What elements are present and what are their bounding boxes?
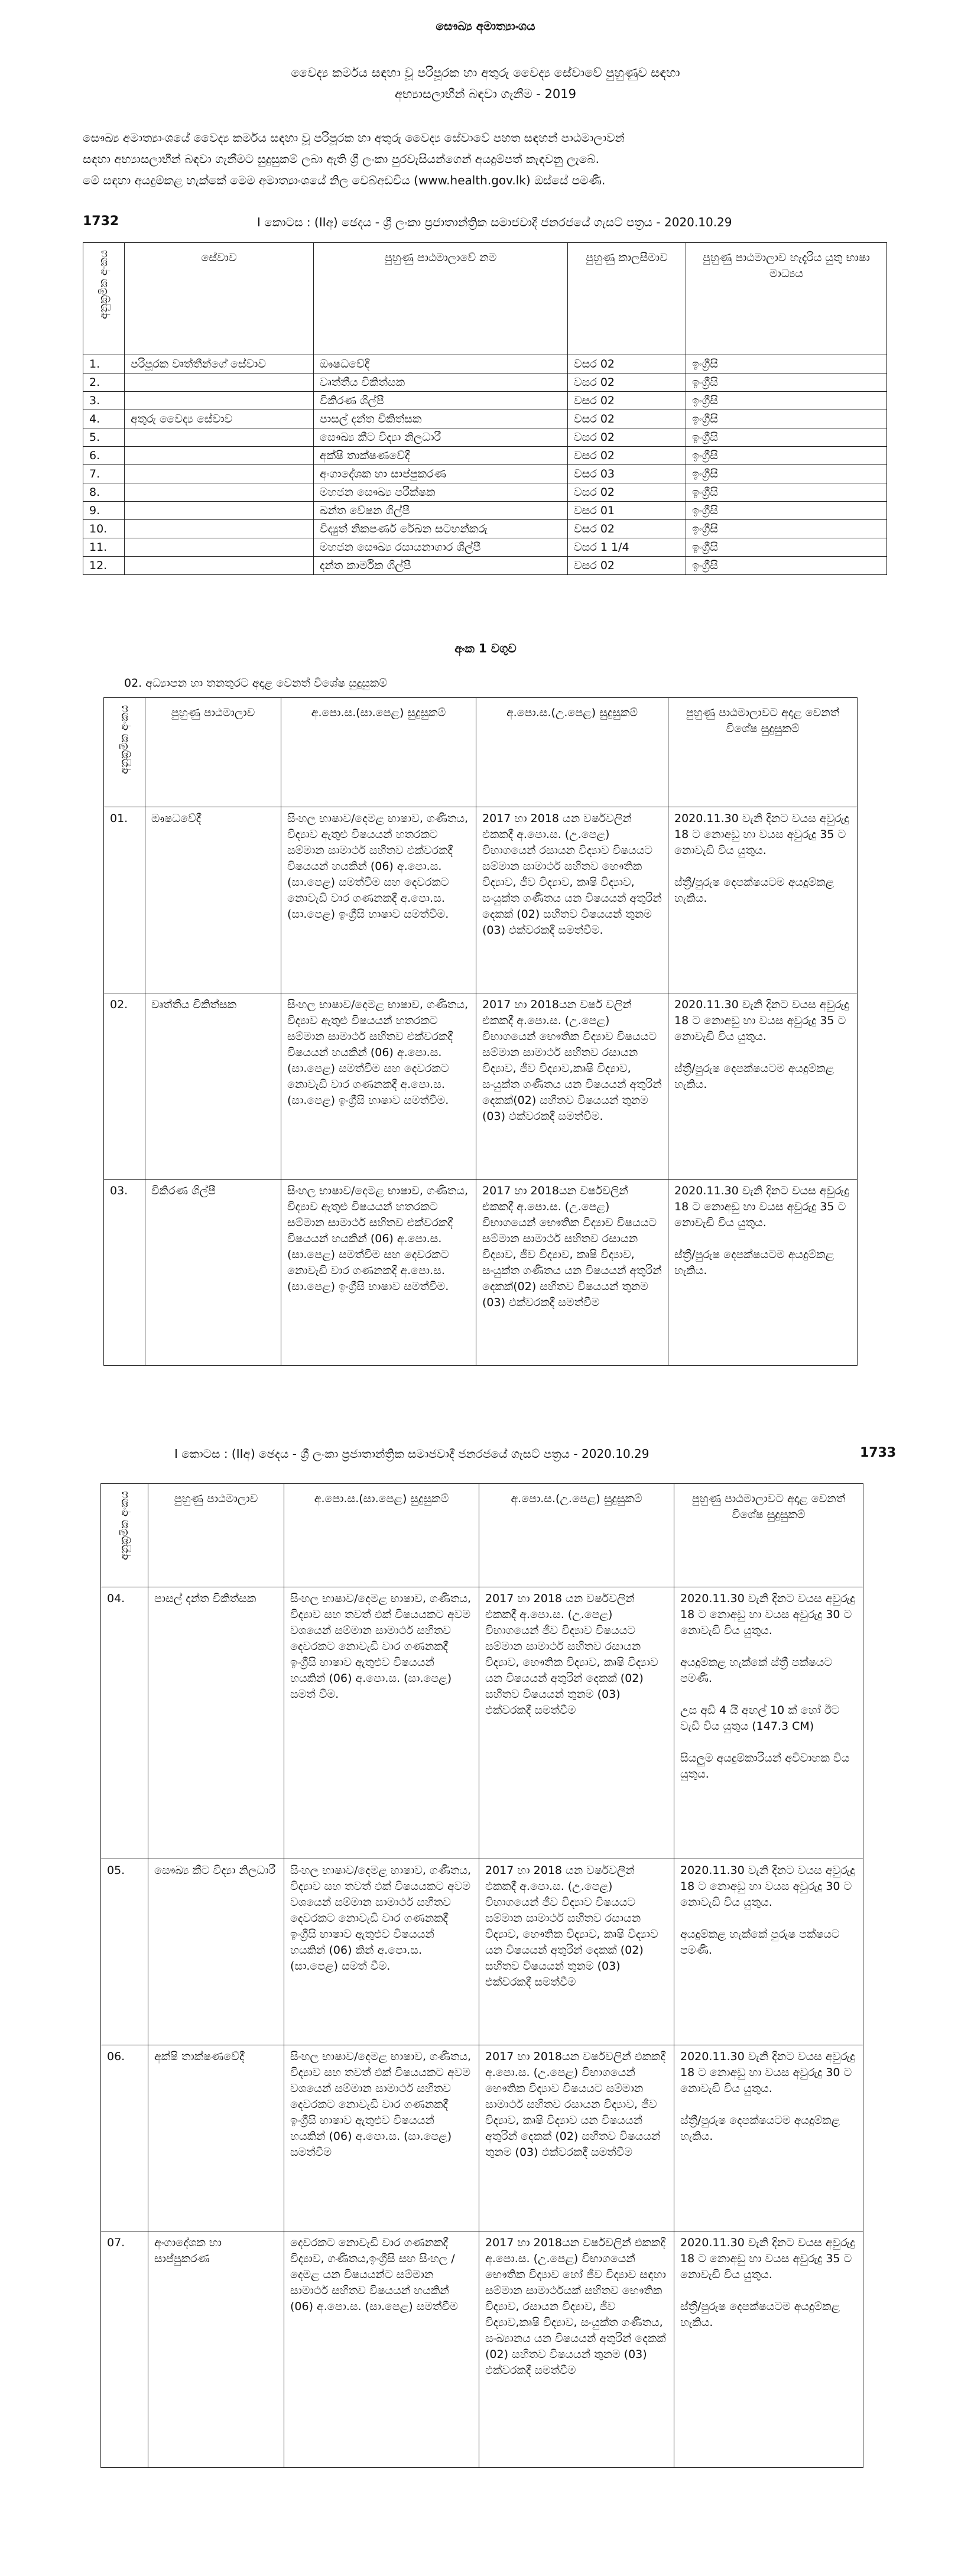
ol-qualification: සිංහල භාෂාව/දෙමළ භාෂාව, ගණිතය, විද්‍යාව ඇතුළු විෂයයන් හතරකට සම්මාන සාමාර්ථ සහිතව එක්වරකදී විෂයයන් හයකින් (06) අ.පො.ස. (සා.පෙළ) සමත්වීම සහ දෙවරකට නොවැඩි වාර ගණනකදී අ.පො.ස. (සා.පෙළ) ඉංග්‍රීසි භාෂාව සමත්වීම. xyxy=(281,1180,476,1366)
notice-title-line-1: වෛද්‍ය කර්මය සඳහා වූ පරිපූරක හා අතුරු වෛද්‍ය සේවාවේ පුහුණුව සඳහා xyxy=(291,66,680,80)
course-duration: වසර 1 1/4 xyxy=(568,538,686,557)
serial-no: 3. xyxy=(83,392,125,410)
notice-title xyxy=(177,62,794,105)
course-medium: ඉංග්‍රීසි xyxy=(686,373,887,392)
serial-no: 8. xyxy=(83,483,125,502)
course-duration: වසර 02 xyxy=(568,557,686,575)
table-row xyxy=(101,1859,863,2045)
course-name: අංගාදේශක හා සාප්පුකරණ xyxy=(314,465,568,483)
serial-no: 03. xyxy=(104,1180,145,1366)
serial-no: 2. xyxy=(83,373,125,392)
table-row xyxy=(83,557,887,575)
table-row xyxy=(83,373,887,392)
table-row xyxy=(83,410,887,428)
table-row xyxy=(83,465,887,483)
courses-table-header xyxy=(83,243,887,355)
service-name xyxy=(125,447,314,465)
other-qualification: 2020.11.30 වැනි දිනට වයස අවුරුදු 18 ට නොඅඩු හා වයස අවුරුදු 30 ට නොවැඩි විය යුතුය. ස්ත්‍රී/පුරුෂ දෙපක්ෂයටම අයදුම්කළ හැකිය. xyxy=(674,2045,863,2231)
course-medium: ඉංග්‍රීසි xyxy=(686,502,887,520)
table-row xyxy=(101,1587,863,1859)
table-row xyxy=(83,483,887,502)
notice-body-line-3: මේ සඳහා අයදුම්කළ හැක්කේ මෙම අමාත්‍යාංශයේ නිල වෙබ්අඩවිය (www.health.gov.lk) ඔස්සේ පමණි. xyxy=(83,173,606,187)
serial-no: 01. xyxy=(104,807,145,993)
ministry-name: සෞඛ්‍ය අමාත්‍යාංශය xyxy=(436,19,535,33)
al-qualification: 2017 හා 2018යන වර්ෂවලින් එකකදී අ.පො.ස. (උ.පෙළ) විභාගයෙන් භෞතික විද්‍යාව විෂයයට සම්මාන සාමාර්ථ සහිතව රසායන විද්‍යාව, ජීව විද්‍යාව, කෘෂි විද්‍යාව, සංයුක්ත ගණිතය යන විෂයයන් අතුරින් දෙකක්(02) සහිතව විෂයයන් තුනම (03) එක්වරකදී සමත්වීම xyxy=(476,1180,668,1366)
table-row xyxy=(83,520,887,538)
serial-no: 5. xyxy=(83,428,125,447)
table-row xyxy=(104,807,858,993)
serial-no: 05. xyxy=(101,1859,148,2045)
service-name xyxy=(125,392,314,410)
header-medium: පුහුණු පාඨමාලාව හැදෑරිය යුතු භාෂා මාධ්‍යය xyxy=(686,243,887,355)
course-name: මහජන සෞඛ්‍ය රසායනාගාර ශිල්පී xyxy=(314,538,568,557)
service-name xyxy=(125,557,314,575)
service-name xyxy=(125,538,314,557)
header-course: පුහුණු පාඨමාලාව xyxy=(148,1484,284,1587)
other-qualification: 2020.11.30 වැනි දිනට වයස අවුරුදු 18 ට නොඅඩු හා වයස අවුරුදු 35 ට නොවැඩි විය යුතුය. ස්ත්‍රී/පුරුෂ දෙපක්ෂයටම අයදුම්කළ හැකිය. xyxy=(668,1180,858,1366)
header-duration: පුහුණු කාලසීමාව xyxy=(568,243,686,355)
course-name: අංගාදේශක හා සාප්පුකරණ xyxy=(148,2231,284,2468)
course-name: වෘත්තීය චිකිත්සක xyxy=(314,373,568,392)
course-duration: වසර 02 xyxy=(568,483,686,502)
course-medium: ඉංග්‍රීසි xyxy=(686,355,887,373)
al-qualification: 2017 හා 2018යන වර්ෂවලින් එකකදී අ.පො.ස. (උ.පෙළ) විභාගයෙන් භෞතික විද්‍යාව හෝ ජීව විද්‍යාව සඳහා සම්මාන සාමාර්ථයක් සහිතව භෞතික විද්‍යාව, රසායන විද්‍යාව, ජීව විද්‍යාව,කෘෂි විද්‍යාව, සංයුක්ත ගණිතය, සංඛ්‍යානය යන විෂයයන් අතුරින් දෙකක් (02) සහිතව විෂයයන් තුනම (03) එක්වරකදී සමත්වීම xyxy=(479,2231,674,2468)
course-duration: වසර 02 xyxy=(568,392,686,410)
course-medium: ඉංග්‍රීසි xyxy=(686,410,887,428)
service-name xyxy=(125,428,314,447)
course-medium: ඉංග්‍රීසි xyxy=(686,447,887,465)
page-number: 1732 xyxy=(83,214,119,229)
page-number: 1733 xyxy=(860,1445,897,1460)
course-medium: ඉංග්‍රීසි xyxy=(686,520,887,538)
course-duration: වසර 02 xyxy=(568,428,686,447)
course-medium: ඉංග්‍රීසි xyxy=(686,428,887,447)
table-caption: අංක 1 වගුව xyxy=(454,641,517,655)
page-header-1732 xyxy=(80,210,901,234)
table-row xyxy=(101,2045,863,2231)
course-name: වෘත්තීය චිකිත්සක xyxy=(145,993,281,1180)
service-name xyxy=(125,502,314,520)
serial-no: 07. xyxy=(101,2231,148,2468)
serial-no: 6. xyxy=(83,447,125,465)
course-medium: ඉංග්‍රීසි xyxy=(686,557,887,575)
course-name: ඖෂධවේදී xyxy=(145,807,281,993)
header-course-name: පුහුණු පාඨමාලාවේ නම xyxy=(314,243,568,355)
course-name: පාසල් දන්ත චිකිත්සක xyxy=(148,1587,284,1859)
course-name: මහජන සෞඛ්‍ය පරීක්ෂක xyxy=(314,483,568,502)
course-duration: වසර 02 xyxy=(568,373,686,392)
serial-no: 06. xyxy=(101,2045,148,2231)
notice-body xyxy=(83,127,892,191)
course-duration: වසර 02 xyxy=(568,410,686,428)
service-name xyxy=(125,520,314,538)
table-row xyxy=(83,502,887,520)
gazette-header: I කොටස : (IIඅ) ඡෙදය - ශ්‍රී ලංකා ප්‍රජාතාන්ත්‍රික සමාජවාදී ජනරජයේ ගැසට් පත්‍රය - 2020.10.29 xyxy=(174,1447,650,1461)
serial-no: 11. xyxy=(83,538,125,557)
header-al-qualification: අ.පො.ස.(උ.පෙළ) සුදුසුකම් xyxy=(476,698,668,807)
course-name: ඖෂධවේදී xyxy=(314,355,568,373)
ol-qualification: සිංහල භාෂාව/දෙමළ භාෂාව, ගණිතය, විද්‍යාව සහ තවත් එක් විෂයයකට අවම වශයෙන් සම්මාන සාමාර්ථ සහිතව දෙවරකට නොවැඩි වාර ගණනකදී ඉංග්‍රීසි භාෂාව ඇතුළුව විෂයයන් හයකින් (06) අ.පො.ස. (සා.පෙළ) සමත්වීම xyxy=(284,2045,479,2231)
table-row xyxy=(104,1180,858,1366)
header-serial-no: අනුක්‍රමික අංකය xyxy=(101,1484,148,1587)
course-duration: වසර 02 xyxy=(568,520,686,538)
course-duration: වසර 02 xyxy=(568,447,686,465)
serial-no: 04. xyxy=(101,1587,148,1859)
section-heading: 02. අධ්‍යාපන හා තනතුරට අදාළ වෙනත් විශේෂ සුදුසුකම් xyxy=(124,677,387,690)
serial-no: 10. xyxy=(83,520,125,538)
service-name: අතුරු වෛද්‍ය සේවාව xyxy=(125,410,314,428)
header-al-qualification: අ.පො.ස.(උ.පෙළ) සුදුසුකම් xyxy=(479,1484,674,1587)
course-name: අක්ෂි තාක්ෂණවේදී xyxy=(314,447,568,465)
gazette-header: I කොටස : (IIඅ) ඡෙදය - ශ්‍රී ලංකා ප්‍රජාතාන්ත්‍රික සමාජවාදී ජනරජයේ ගැසට් පත්‍රය - 2020.10.29 xyxy=(257,215,732,229)
header-serial-no: අනුක්‍රමික අංකය xyxy=(104,698,145,807)
page-header-1733 xyxy=(80,1442,901,1466)
other-qualification: 2020.11.30 වැනි දිනට වයස අවුරුදු 18 ට නොඅඩු හා වයස අවුරුදු 35 ට නොවැඩි විය යුතුය. ස්ත්‍රී/පුරුෂ දෙපක්ෂයටම අයදුම්කළ හැකිය. xyxy=(668,993,858,1180)
course-medium: ඉංග්‍රීසි xyxy=(686,538,887,557)
notice-body-line-2: සඳහා අභ්‍යාසලාභීන් බඳවා ගැනීමට සුදුසුකම් ලබා ඇති ශ්‍රී ලංකා පුරවැසියන්ගෙන් අයදුම්පත් කැඳවනු ලැබේ. xyxy=(83,152,600,166)
course-medium: ඉංග්‍රීසි xyxy=(686,465,887,483)
serial-no: 12. xyxy=(83,557,125,575)
service-name xyxy=(125,373,314,392)
service-name xyxy=(125,483,314,502)
qualifications-table-2-header xyxy=(101,1484,863,1587)
course-medium: ඉංග්‍රීසි xyxy=(686,392,887,410)
course-duration: වසර 02 xyxy=(568,355,686,373)
course-duration: වසර 03 xyxy=(568,465,686,483)
other-qualification: 2020.11.30 වැනි දිනට වයස අවුරුදු 18 ට නොඅඩු හා වයස අවුරුදු 30 ට නොවැඩි විය යුතුය. අයදුම්කළ හැක්කේ ස්ත්‍රී පක්ෂයට පමණි. උස අඩි 4 යි අඟල් 10 ක් හෝ ඊට වැඩි විය යුතුය (147.3 CM) සියලුම අයදුම්කාරියන් අවිවාහක විය යුතුය. xyxy=(674,1587,863,1859)
course-name: සෞඛ්‍ය කීට විද්‍යා නිලධාරී xyxy=(314,428,568,447)
table-row xyxy=(83,428,887,447)
table-row xyxy=(83,392,887,410)
service-name xyxy=(125,465,314,483)
ol-qualification: සිංහල භාෂාව/දෙමළ භාෂාව, ගණිතය, විද්‍යාව ඇතුළු විෂයයන් හතරකට සම්මාන සාමාර්ථ සහිතව එක්වරකදී විෂයයන් හයකින් (06) අ.පො.ස. (සා.පෙළ) සමත්වීම සහ දෙවරකට නොවැඩි වාර ගණනකදී අ.පො.ස. (සා.පෙළ) ඉංග්‍රීසි භාෂාව සමත්වීම. xyxy=(281,807,476,993)
service-name: පරිපූරක වෘත්තීන්ගේ සේවාව xyxy=(125,355,314,373)
header-serial-no: අනුක්‍රමික අංකය xyxy=(83,243,125,355)
al-qualification: 2017 හා 2018 යන වර්ෂවලින් එකකදී අ.පො.ස. (උ.පෙළ) විභාගයෙන් රසායන විද්‍යාව විෂයයට සම්මාන සාමාර්ථ සහිතව භෞතික විද්‍යාව, ජීව විද්‍යාව, කෘෂි විද්‍යාව, සංයුක්ත ගණිතය යන විෂයයන් අතුරින් දෙකක් (02) සහිතව විෂයයන් තුනම (03) එක්වරකදී සමත්වීම. xyxy=(476,807,668,993)
al-qualification: 2017 හා 2018යන වර්ෂ වලින් එකකදී අ.පො.ස. (උ.පෙළ) විභාගයෙන් භෞතික විද්‍යාව විෂයයට සම්මාන සාමාර්ථ සහිතව රසායන විද්‍යාව, ජීව විද්‍යාව,කෘෂි විද්‍යාව, සංයුක්ත ගණිතය යන විෂයයන් අතුරින් දෙකක්(02) සහිතව විෂයයන් තුනම (03) එක්වරකදී සමත්වීම. xyxy=(476,993,668,1180)
course-name: ඛන්ත වේෂන ශිල්පී xyxy=(314,502,568,520)
al-qualification: 2017 හා 2018 යන වර්ෂවලින් එකකදී අ.පො.ස. (උ.පෙළ) විභාගයෙන් ජීව විද්‍යාව විෂයයට සම්මාන සාමාර්ථ සහිතව රසායන විද්‍යාව, භෞතික විද්‍යාව, කෘෂි විද්‍යාව යන විෂයයන් අතුරින් දෙකක් (02) සහිතව විෂයයන් තුනම (03) එක්වරකදී සමත්වීම xyxy=(479,1587,674,1859)
qualifications-table-1 xyxy=(103,697,858,1366)
header-other-qualification: පුහුණු පාඨමාලාවට අදාළ වෙනත් විශේෂ සුදුසුකම් xyxy=(668,698,858,807)
table-row xyxy=(104,993,858,1180)
notice-title-line-2: අභ්‍යාසලාභීන් බඳවා ගැනීම - 2019 xyxy=(395,87,576,101)
other-qualification: 2020.11.30 වැනි දිනට වයස අවුරුදු 18 ට නොඅඩු හා වයස අවුරුදු 30 ට නොවැඩි විය යුතුය. අයදුම්කළ හැක්කේ පුරුෂ පක්ෂයට පමණි. xyxy=(674,1859,863,2045)
qualifications-table-2 xyxy=(100,1483,863,2468)
qualifications-table-1-header xyxy=(104,698,858,807)
course-duration: වසර 01 xyxy=(568,502,686,520)
table-row xyxy=(83,355,887,373)
ol-qualification: සිංහල භාෂාව/දෙමළ භාෂාව, ගණිතය, විද්‍යාව සහ තවත් එක් විෂයයකට අවම වශයෙන් සම්මාන සාමාර්ථ සහිතව දෙවරකට නොවැඩි වාර ගණනකදී ඉංග්‍රීසි භාෂාව ඇතුළුව විෂයයන් හයකින් (06) කින් අ.පො.ස. (සා.පෙළ) සමත් වීම. xyxy=(284,1859,479,2045)
header-other-qualification: පුහුණු පාඨමාලාවට අදාළ වෙනත් විශේෂ සුදුසුකම් xyxy=(674,1484,863,1587)
table-row xyxy=(83,447,887,465)
table-row xyxy=(101,2231,863,2468)
other-qualification: 2020.11.30 වැනි දිනට වයස අවුරුදු 18 ට නොඅඩු හා වයස අවුරුදු 35 ට නොවැඩි විය යුතුය. ස්ත්‍රී/පුරුෂ දෙපක්ෂයටම අයදුම්කළ හැකිය. xyxy=(674,2231,863,2468)
header-service: සේවාව xyxy=(125,243,314,355)
notice-body-line-1: සෞඛ්‍ය අමාත්‍යාංශයේ වෛද්‍ය කර්මය සඳහා වූ පරිපූරක හා අතුරු වෛද්‍ය සේවාවේ පහත සඳහන් පාඨමාලාවන් xyxy=(83,131,625,145)
course-name: විකිරණ ශිල්පී xyxy=(145,1180,281,1366)
course-name: විකිරණ ශිල්පී xyxy=(314,392,568,410)
ol-qualification: සිංහල භාෂාව/දෙමළ භාෂාව, ගණිතය, විද්‍යාව ඇතුළු විෂයයන් හතරකට සම්මාන සාමාර්ථ සහිතව එක්වරකදී විෂයයන් හයකින් (06) අ.පො.ස. (සා.පෙළ) සමත්වීම සහ දෙවරකට නොවැඩි වාර ගණනකදී අ.පො.ස. (සා.පෙළ) ඉංග්‍රීසි භාෂාව සමත්වීම. xyxy=(281,993,476,1180)
al-qualification: 2017 හා 2018 යන වර්ෂවලින් එකකදී අ.පො.ස. (උ.පෙළ) විභාගයෙන් ජීව විද්‍යාව විෂයයට සම්මාන සාමාර්ථ සහිතව රසායන විද්‍යාව, භෞතික විද්‍යාව, කෘෂි විද්‍යාව යන විෂයයන් අතුරින් දෙකක් (02) සහිතව විෂයයන් තුනම (03) එක්වරකදී සමත්වීම xyxy=(479,1859,674,2045)
course-name: සෞඛ්‍ය කීට විද්‍යා නිලධාරී xyxy=(148,1859,284,2045)
serial-no: 1. xyxy=(83,355,125,373)
table-row xyxy=(83,538,887,557)
course-medium: ඉංග්‍රීසි xyxy=(686,483,887,502)
header-ol-qualification: අ.පො.ස.(සා.පෙළ) සුදුසුකම් xyxy=(281,698,476,807)
ol-qualification: සිංහල භාෂාව/දෙමළ භාෂාව, ගණිතය, විද්‍යාව සහ තවත් එක් විෂයයකට අවම වශයෙන් සම්මාන සාමාර්ථ සහිතව දෙවරකට නොවැඩි වාර ගණනකදී ඉංග්‍රීසි භාෂාව ඇතුළුව විෂයයන් හයකින් (06) අ.පො.ස. (සා.පෙළ) සමත් වීම. xyxy=(284,1587,479,1859)
course-name: අක්ෂි තාක්ෂණවේදී xyxy=(148,2045,284,2231)
serial-no: 7. xyxy=(83,465,125,483)
other-qualification: 2020.11.30 වැනි දිනට වයස අවුරුදු 18 ට නොඅඩු හා වයස අවුරුදු 35 ට නොවැඩි විය යුතුය. ස්ත්‍රී/පුරුෂ දෙපක්ෂයටම අයදුම්කළ හැකිය. xyxy=(668,807,858,993)
serial-no: 9. xyxy=(83,502,125,520)
header-course: පුහුණු පාඨමාලාව xyxy=(145,698,281,807)
serial-no: 02. xyxy=(104,993,145,1180)
course-name: විද්‍යුත් නිකපර්ණ රේඛන සටහන්කරු xyxy=(314,520,568,538)
ol-qualification: දෙවරකට නොවැඩි වාර ගණනකදී විද්‍යාව, ගණිතය,ඉංග්‍රීසි සහ සිංහල / දෙමළ යන විෂයයන්ට සම්මාන සාමාර්ථ සහිතව විෂයයන් හයකින් (06) අ.පො.ස. (සා.පෙළ) සමත්වීම xyxy=(284,2231,479,2468)
course-name: දන්ත කාර්මික ශිල්පී xyxy=(314,557,568,575)
al-qualification: 2017 හා 2018යන වර්ෂවලින් එකකදී අ.පො.ස. (උ.පෙළ) විභාගයෙන් භෞතික විද්‍යාව විෂයයට සම්මාන සාමාර්ථ සහිතව රසායන විද්‍යාව, ජීව විද්‍යාව, කෘෂි විද්‍යාව යන විෂයයන් අතුරින් දෙකක් (02) සහිතව විෂයයන් තුනම (03) එක්වරකදී සමත්වීම xyxy=(479,2045,674,2231)
course-name: පාසල් දන්ත චිකිත්සක xyxy=(314,410,568,428)
serial-no: 4. xyxy=(83,410,125,428)
courses-table xyxy=(83,242,887,575)
header-ol-qualification: අ.පො.ස.(සා.පෙළ) සුදුසුකම් xyxy=(284,1484,479,1587)
